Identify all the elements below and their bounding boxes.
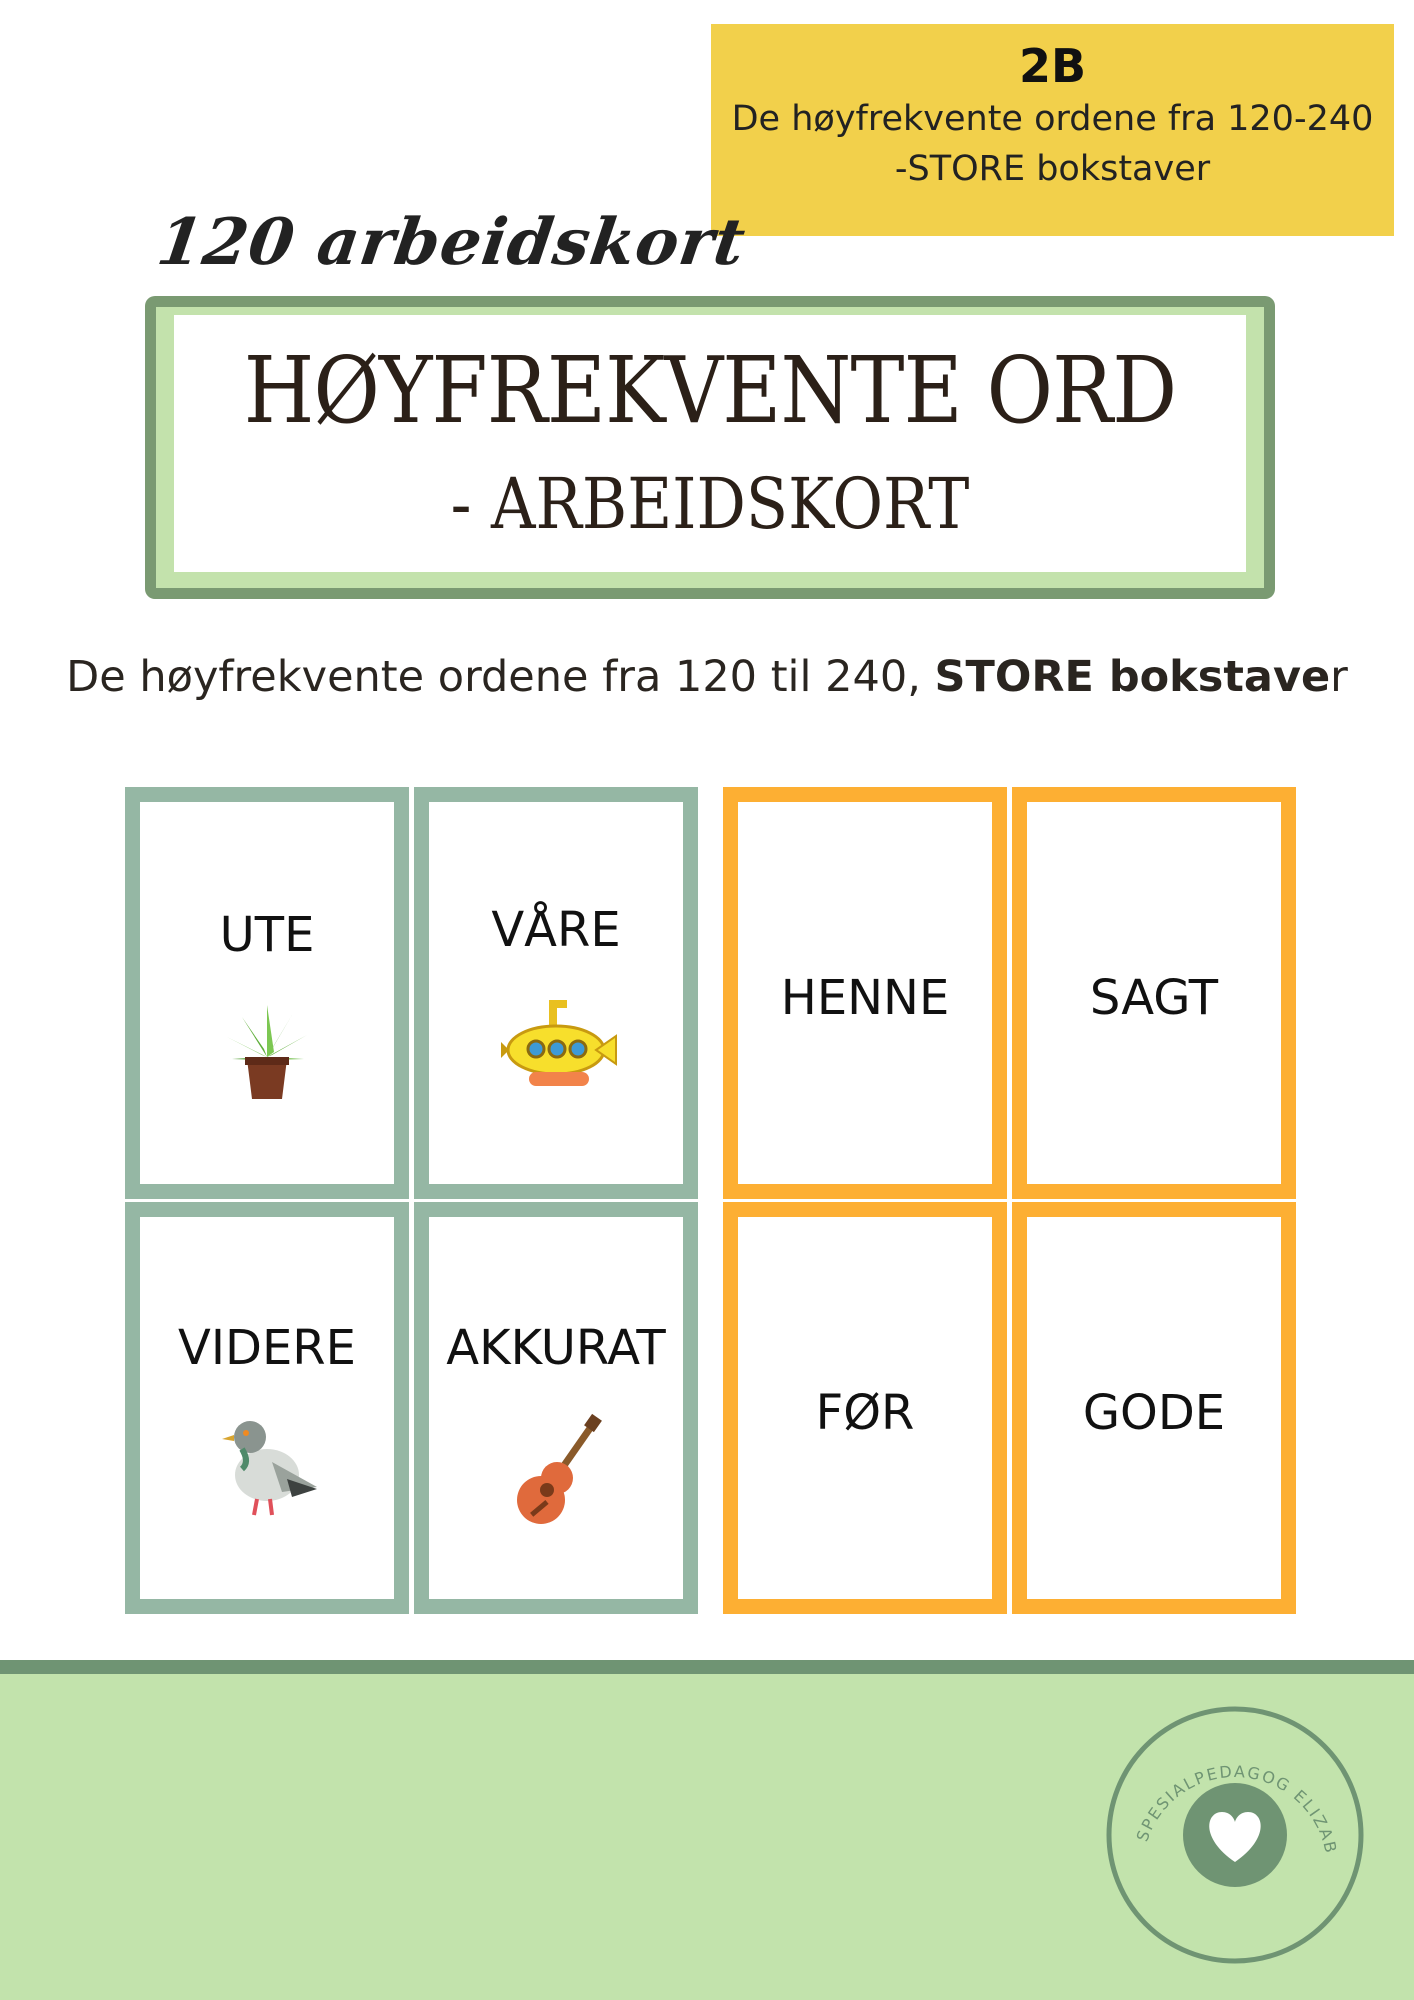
potted-plant-icon [212, 997, 322, 1107]
badge-description-line-2: -STORE bokstaver [894, 149, 1211, 189]
card-word: HENNE [780, 970, 950, 1026]
card-word: FØR [815, 1385, 915, 1441]
submarine-icon [491, 992, 621, 1102]
title-panel [174, 315, 1246, 572]
set-code: 2B [1018, 39, 1087, 93]
title-frame [145, 296, 1275, 599]
pigeon-icon [212, 1407, 322, 1522]
word-card-ute [125, 787, 409, 1199]
svg-text:SPESIALPEDAGOG ELIZABETH: SPESIALPEDAGOG ELIZAB [1132, 1761, 1341, 1857]
word-card-gode [1012, 1202, 1296, 1614]
subheading-tail: r [1330, 652, 1348, 702]
word-card-videre [125, 1202, 409, 1614]
subheading-text: De høyfrekvente ordene fra 120 til 240, [66, 652, 935, 702]
word-card-vaare [414, 787, 698, 1199]
word-card-foer [723, 1202, 1007, 1614]
footer-divider [0, 1660, 1414, 1674]
card-word: GODE [1082, 1385, 1226, 1441]
subheading [0, 652, 1414, 702]
brand-logo [1100, 1700, 1370, 1970]
set-badge [711, 24, 1394, 236]
card-word: UTE [219, 907, 315, 963]
page-title: HØYFREKVENTE ORD [243, 337, 1177, 444]
word-card-sagt [1012, 787, 1296, 1199]
badge-description-line-1: De høyfrekvente ordene fra 120-240 [731, 99, 1374, 139]
card-word: AKKURAT [446, 1320, 666, 1376]
card-count-title: 120 arbeidskort [152, 205, 751, 280]
page-subtitle: - ARBEIDSKORT [450, 463, 970, 545]
word-card-henne [723, 787, 1007, 1199]
card-word: VÅRE [491, 902, 621, 958]
guitar-icon [501, 1412, 611, 1527]
word-card-akkurat [414, 1202, 698, 1614]
card-word: VIDERE [178, 1320, 356, 1376]
card-word: SAGT [1089, 970, 1219, 1026]
subheading-bold: STORE bokstave [934, 652, 1331, 702]
